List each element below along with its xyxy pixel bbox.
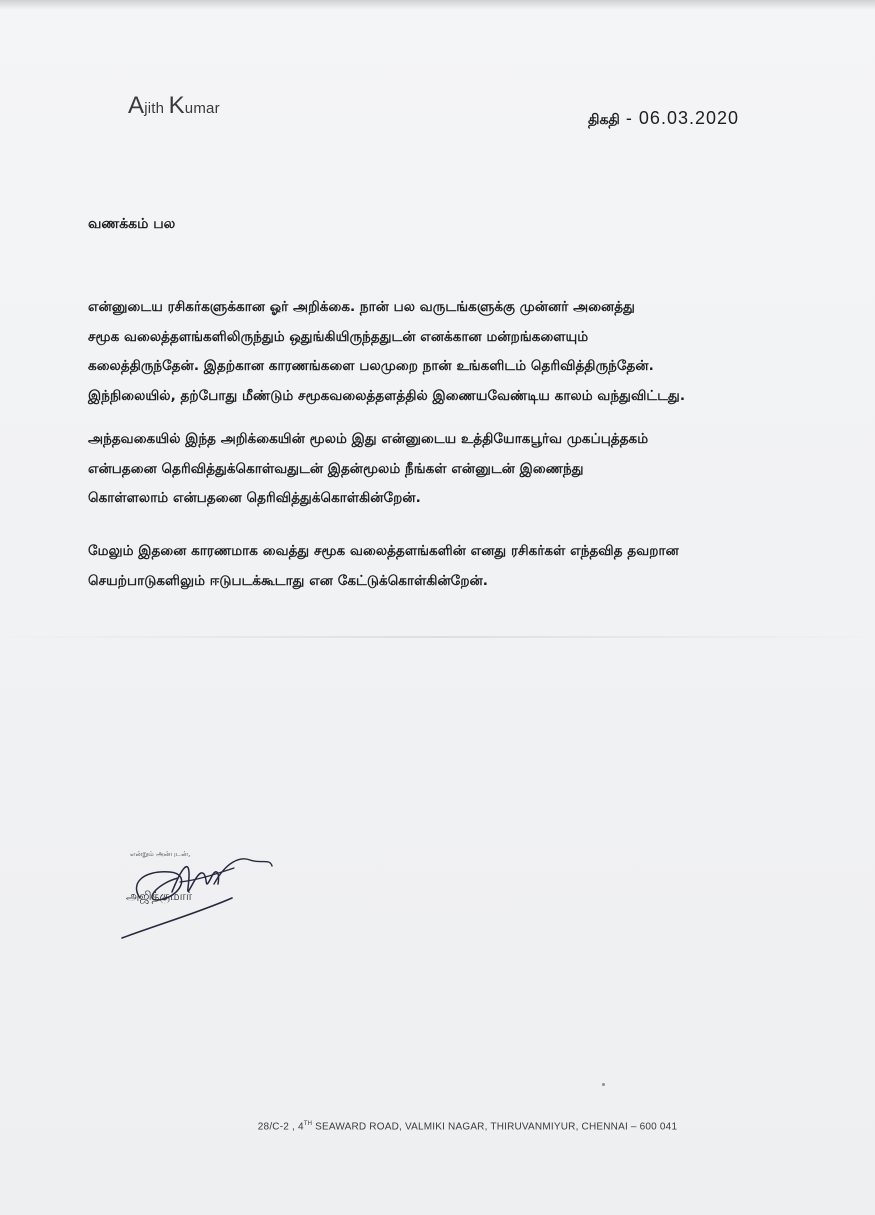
paragraph-line: கொள்ளலாம் என்பதனை தெரிவித்துக்கொள்கின்றேன். bbox=[88, 490, 421, 506]
paper-top-edge bbox=[0, 0, 875, 10]
paragraph-line: சமூக வலைத்தளங்களிலிருந்தும் ஒதுங்கியிருந்ததுடன் எனக்கான மன்றங்களையும் bbox=[88, 328, 589, 345]
signature-closing: என்றும் அன்புடன், bbox=[130, 850, 191, 858]
signature-name: அஜித்குமார் bbox=[126, 889, 193, 903]
paragraph-line: மேலும் இதனை காரணமாக வைத்து சமூக வலைத்தளங்களின் எனது ரசிகர்கள் எந்தவித தவறான bbox=[88, 543, 679, 559]
paragraph-1 bbox=[88, 293, 843, 411]
paragraph-line: செயற்பாடுகளிலும் ஈடுபடக்கூடாது என கேட்டுக்கொள்கின்றேன். bbox=[88, 572, 488, 589]
paragraph-line: அந்தவகையில் இந்த அறிக்கையின் மூலம் இது என்னுடைய உத்தியோகபூர்வ முகப்புத்தகம் bbox=[88, 431, 649, 447]
paragraph-3 bbox=[88, 537, 843, 596]
paragraph-line: கலைத்திருந்தேன். இதற்கான காரணங்களை பலமுறை நான் உங்களிடம் தெரிவித்திருந்தேன். bbox=[88, 358, 654, 374]
signature-block bbox=[100, 826, 300, 946]
paragraph-line: என்னுடைய ரசிகர்களுக்கான ஓர் அறிக்கை. நான் பல வருடங்களுக்கு முன்னர் அனைத்து bbox=[88, 299, 635, 315]
greeting: வணக்கம் பல bbox=[88, 216, 176, 232]
handwritten-signature bbox=[100, 826, 300, 946]
letter-date bbox=[588, 108, 739, 130]
paragraph-line: இந்நிலையில், தற்போது மீண்டும் சமூகவலைத்தளத்தில் இணையவேண்டிய காலம் வந்துவிட்டது. bbox=[88, 387, 686, 404]
date-label: திகதி bbox=[588, 112, 620, 128]
paper-fold-line bbox=[0, 636, 875, 638]
paragraph-line: என்பதனை தெரிவித்துக்கொள்வதுடன் இதன்மூலம் நீங்கள் என்னுடன் இணைந்து bbox=[88, 460, 584, 477]
paragraph-2 bbox=[88, 425, 843, 514]
date-value: - 06.03.2020 bbox=[625, 108, 740, 128]
footer-address: 28/C-2 , 4TH SEAWARD ROAD, VALMIKI NAGAR, THIRUVANMIYUR, CHENNAI – 600 041 bbox=[257, 1121, 678, 1133]
letterhead-logo: Ajith Kumar bbox=[128, 92, 220, 119]
paper-speck bbox=[602, 1083, 605, 1086]
